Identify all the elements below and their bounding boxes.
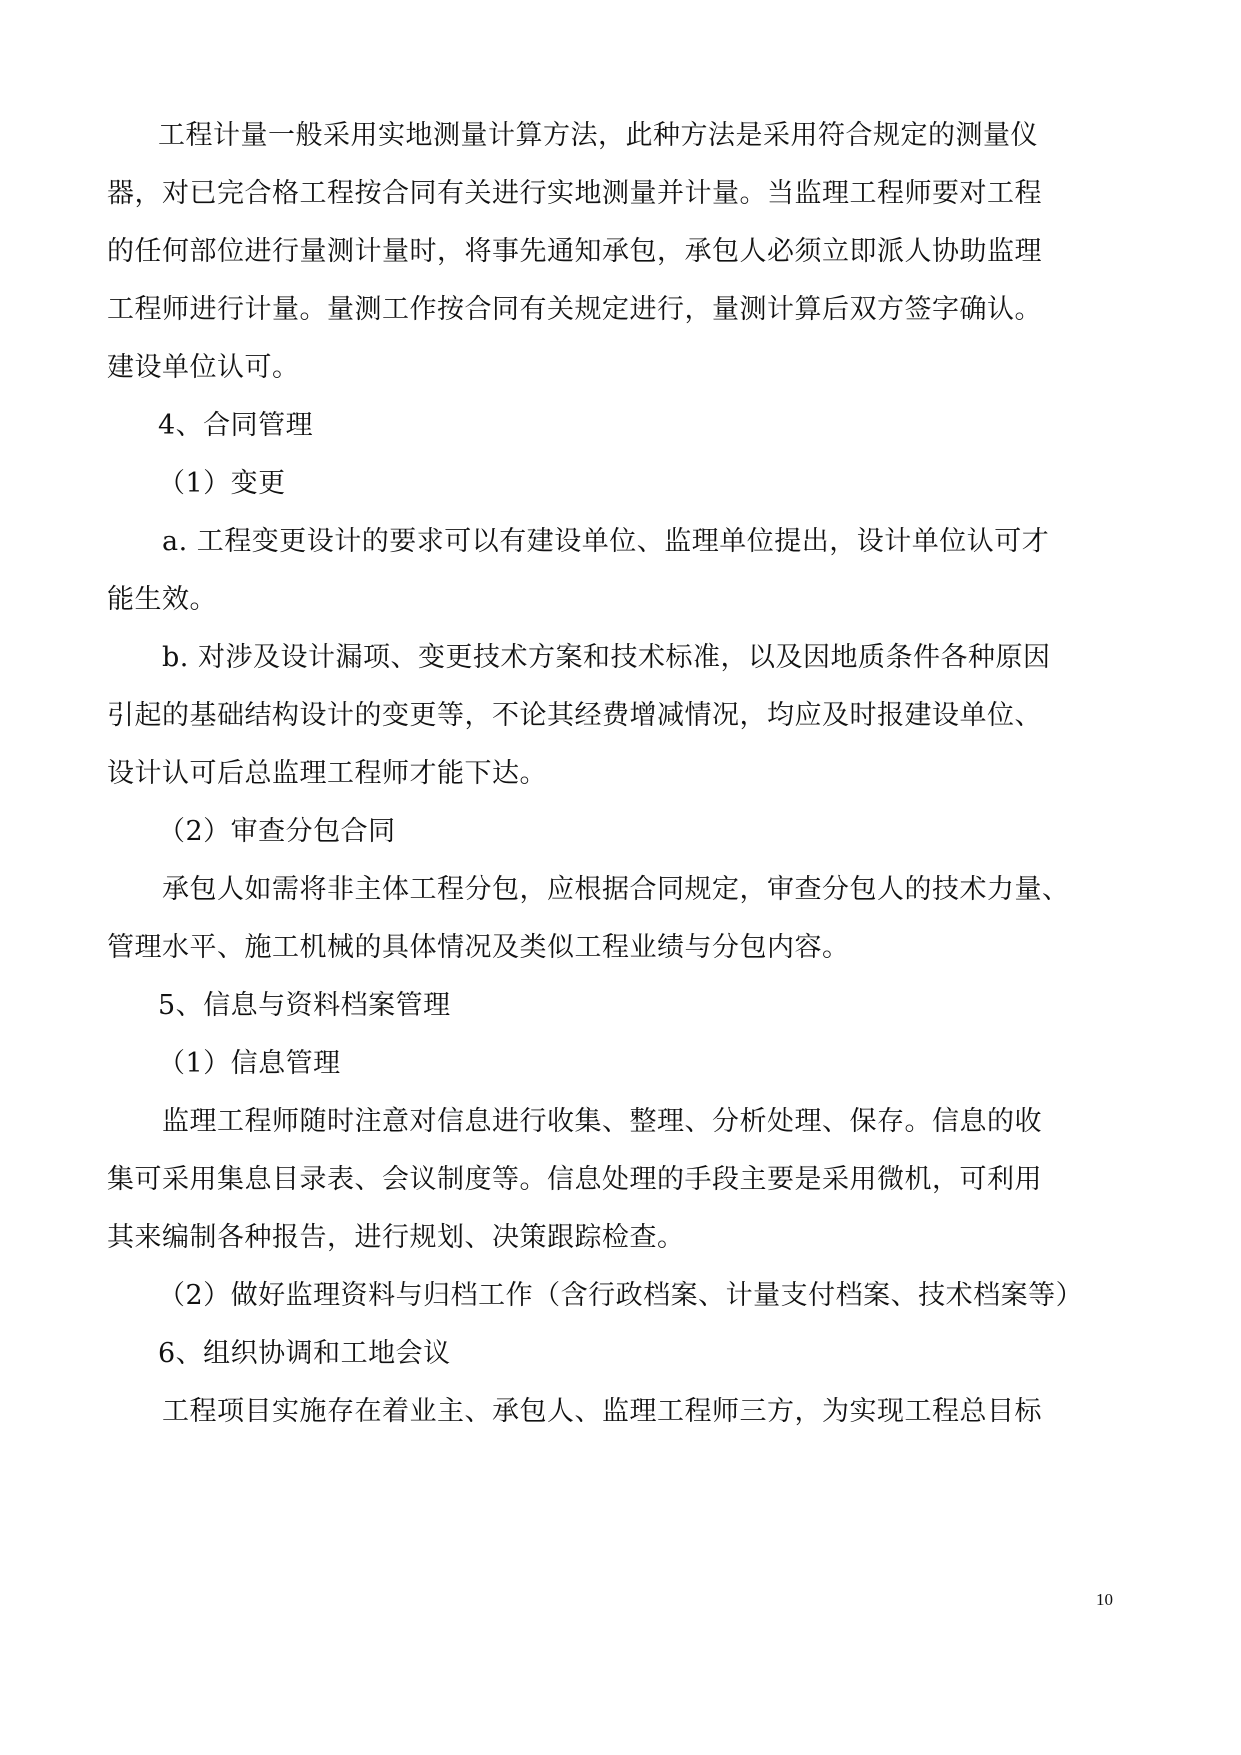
text-line-23: 工程项目实施存在着业主、承包人、监理工程师三方，为实现工程总目标 bbox=[162, 1396, 1042, 1427]
text-line-15: 管理水平、施工机械的具体情况及类似工程业绩与分包内容。 bbox=[107, 932, 850, 963]
text-line-1: 工程计量一般采用实地测量计算方法，此种方法是采用符合规定的测量仪 bbox=[158, 120, 1038, 151]
text-line-2: 器，对已完合格工程按合同有关进行实地测量并计量。当监理工程师要对工程 bbox=[107, 178, 1042, 209]
text-line-8: a. 工程变更设计的要求可以有建设单位、监理单位提出，设计单位认可才 bbox=[162, 526, 1050, 557]
subheading-info: （1）信息管理 bbox=[158, 1048, 341, 1079]
subheading-archive: （2）做好监理资料与归档工作（含行政档案、计量支付档案、技术档案等） bbox=[158, 1280, 1084, 1311]
page-number: 10 bbox=[1096, 1590, 1113, 1609]
text-line-12: 设计认可后总监理工程师才能下达。 bbox=[107, 758, 547, 789]
text-line-3: 的任何部位进行量测计量时，将事先通知承包，承包人必须立即派人协助监理 bbox=[107, 236, 1042, 267]
text-line-9: 能生效。 bbox=[107, 584, 217, 615]
section-heading-6: 6、组织协调和工地会议 bbox=[158, 1338, 451, 1369]
text-line-14: 承包人如需将非主体工程分包，应根据合同规定，审查分包人的技术力量、 bbox=[162, 874, 1070, 905]
subheading-change: （1）变更 bbox=[158, 468, 286, 499]
text-line-10: b. 对涉及设计漏项、变更技术方案和技术标准，以及因地质条件各种原因 bbox=[162, 642, 1051, 673]
text-line-18: 监理工程师随时注意对信息进行收集、整理、分析处理、保存。信息的收 bbox=[162, 1106, 1042, 1137]
text-line-20: 其来编制各种报告，进行规划、决策跟踪检查。 bbox=[107, 1222, 685, 1253]
text-line-5: 建设单位认可。 bbox=[107, 352, 300, 383]
section-heading-5: 5、信息与资料档案管理 bbox=[158, 990, 451, 1021]
subheading-subcontract: （2）审查分包合同 bbox=[158, 816, 396, 847]
text-line-11: 引起的基础结构设计的变更等，不论其经费增减情况，均应及时报建设单位、 bbox=[107, 700, 1042, 731]
text-line-19: 集可采用集息目录表、会议制度等。信息处理的手段主要是采用微机，可利用 bbox=[107, 1164, 1042, 1195]
section-heading-4: 4、合同管理 bbox=[158, 410, 314, 441]
text-line-4: 工程师进行计量。量测工作按合同有关规定进行，量测计算后双方签字确认。 bbox=[107, 294, 1042, 325]
